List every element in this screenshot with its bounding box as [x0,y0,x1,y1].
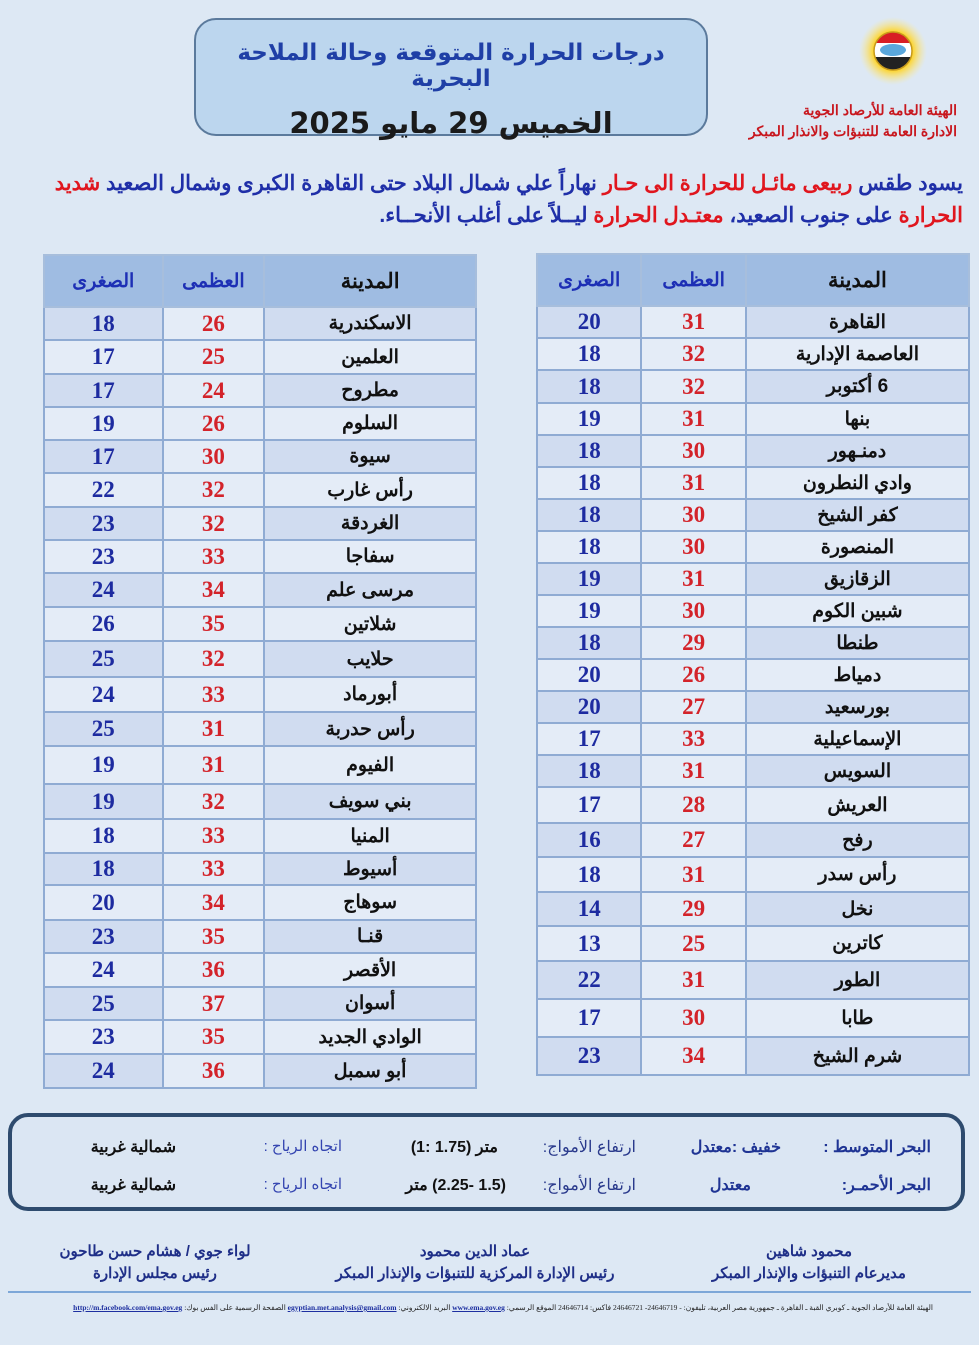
max-temp-cell: 32 [641,338,745,370]
table-row [537,435,969,467]
city-cell: سفاجا [264,540,476,573]
max-temp-cell: 30 [641,999,745,1037]
max-temp-cell: 26 [641,659,745,691]
max-temp-cell: 27 [641,823,745,857]
city-cell: حلايب [264,641,476,677]
table-row [44,819,476,853]
waves-label: ارتفاع الأمواج: [542,1177,636,1194]
contact-address: الهيئة العامة للأرصاد الجوية ـ كوبري القبة ـ القاهرة ـ جمهورية مصر العربية، تليفون: - 24646719- 24646721 فاكس: 24646714 الموقع الرسمي: [506,1303,933,1312]
footer-divider [8,1291,971,1293]
table-row [537,999,969,1037]
table-row [537,595,969,627]
city-cell: الزقازيق [746,563,969,595]
min-temp-cell: 20 [44,885,163,920]
wind-value: شمالية غربية [90,1139,176,1156]
city-cell: السلوم [264,407,476,440]
summary-segment: ليــلاً على أغلب الأنحــاء. [379,204,594,227]
min-temp-cell: 19 [44,784,163,819]
table-row [44,1020,476,1054]
min-temp-cell: 17 [537,787,641,823]
sea-state: معتدل [709,1177,751,1194]
table-row [537,857,969,892]
max-temp-cell: 26 [163,407,265,440]
table-row [537,338,969,370]
min-temp-cell: 24 [44,953,163,987]
min-temp-cell: 17 [44,374,163,407]
table-row [44,307,476,340]
table-row [537,1037,969,1075]
org-line-1: الهيئة العامة للأرصاد الجوية [802,102,957,118]
waves-value-text: (1: 1.75) متر [410,1139,498,1156]
min-temp-cell: 18 [537,857,641,892]
sea-row-red-sea [12,1175,961,1199]
max-temp-cell: 31 [641,306,745,338]
min-temp-cell: 18 [44,853,163,885]
table-row [537,691,969,723]
sea-label: البحر الأحمـر: [841,1177,931,1194]
min-temp-cell: 25 [44,641,163,677]
min-temp-cell: 18 [537,370,641,403]
title-box [194,18,708,140]
min-temp-cell: 24 [44,573,163,607]
signatory-name: لواء جوي / هشام حسن طاحون [59,1243,251,1260]
page-title: درجات الحرارة المتوقعة وحالة الملاحة البحرية [237,40,665,92]
city-cell: أسوان [264,987,476,1020]
table-row [537,659,969,691]
max-temp-cell: 31 [641,755,745,787]
city-cell: العلمين [264,340,476,374]
header-city: المدينة [264,255,476,307]
max-temp-cell: 34 [163,573,265,607]
table-row [537,499,969,531]
max-temp-cell: 32 [163,507,265,540]
table-row [44,987,476,1020]
email-label: البريد الالكتروني: [398,1303,451,1312]
table-row [537,563,969,595]
max-temp-cell: 26 [163,307,265,340]
city-cell: الاسكندرية [264,307,476,340]
temperature-table-left [43,254,477,1089]
organization-name [749,100,957,142]
min-temp-cell: 17 [44,340,163,374]
summary-segment-highlight: ربيعى مائـل للحرارة الى حـار [602,172,853,195]
min-temp-cell: 17 [537,999,641,1037]
city-cell: طابا [746,999,969,1037]
max-temp-cell: 30 [641,531,745,563]
max-temp-cell: 31 [641,467,745,499]
city-cell: الأقصر [264,953,476,987]
max-temp-cell: 29 [641,892,745,926]
sea-label: البحر المتوسط : [823,1139,931,1156]
city-cell: رأس سدر [746,857,969,892]
min-temp-cell: 19 [537,563,641,595]
min-temp-cell: 20 [537,691,641,723]
city-cell: المنيا [264,819,476,853]
table-row [537,531,969,563]
summary-segment-highlight: شديد الحرارة [54,172,963,227]
table-row [537,403,969,435]
table-row [44,573,476,607]
city-cell: أبورماد [264,677,476,712]
city-cell: السويس [746,755,969,787]
max-temp-cell: 24 [163,374,265,407]
table-row [44,784,476,819]
max-temp-cell: 33 [641,723,745,755]
min-temp-cell: 23 [44,1020,163,1054]
city-cell: قنـا [264,920,476,953]
city-cell: شرم الشيخ [746,1037,969,1075]
min-temp-cell: 16 [537,823,641,857]
min-temp-cell: 20 [537,659,641,691]
summary-segment: يسود طقس [852,172,963,195]
email-link[interactable]: egyptian.met.analysis@gmail.com [287,1303,397,1312]
city-cell: الوادي الجديد [264,1020,476,1054]
city-cell: وادي النطرون [746,467,969,499]
signatory-title: رئيس الإدارة المركزية للتنبؤات والإنذار المبكر [335,1265,615,1282]
min-temp-cell: 25 [44,712,163,746]
min-temp-cell: 17 [44,440,163,473]
max-temp-cell: 31 [163,746,265,784]
city-cell: مطروح [264,374,476,407]
max-temp-cell: 29 [641,627,745,659]
city-cell: كاترين [746,926,969,961]
max-temp-cell: 33 [163,853,265,885]
min-temp-cell: 14 [537,892,641,926]
table-row [537,926,969,961]
table-row [44,746,476,784]
city-cell: طنطا [746,627,969,659]
city-cell: مرسى علم [264,573,476,607]
max-temp-cell: 27 [641,691,745,723]
city-cell: أسيوط [264,853,476,885]
table-row [44,507,476,540]
table-header-row [44,255,476,307]
website-link[interactable]: www.ema.gov.eg [452,1303,505,1312]
city-cell: المنصورة [746,531,969,563]
table-row [44,712,476,746]
city-cell: الإسماعيلية [746,723,969,755]
min-temp-cell: 18 [537,531,641,563]
city-cell: بنها [746,403,969,435]
max-temp-cell: 31 [641,961,745,999]
table-row [44,374,476,407]
table-row [537,823,969,857]
signatory-name: محمود شاهين [766,1243,852,1260]
city-cell: القاهرة [746,306,969,338]
min-temp-cell: 25 [44,987,163,1020]
max-temp-cell: 28 [641,787,745,823]
signatory-name: عماد الدين محمود [419,1243,531,1260]
city-cell: العريش [746,787,969,823]
min-temp-cell: 13 [537,926,641,961]
min-temp-cell: 22 [44,473,163,507]
max-temp-cell: 31 [641,563,745,595]
table-row [44,853,476,885]
max-temp-cell: 30 [641,435,745,467]
max-temp-cell: 35 [163,1020,265,1054]
header-min: الصغرى [44,255,163,307]
city-cell: الفيوم [264,746,476,784]
min-temp-cell: 19 [537,595,641,627]
city-cell: 6 أكتوبر [746,370,969,403]
wind-label: اتجاه الرياح : [263,1176,342,1193]
table-row [44,953,476,987]
waves-label: ارتفاع الأمواج: [542,1139,636,1156]
min-temp-cell: 18 [537,338,641,370]
max-temp-cell: 32 [163,641,265,677]
max-temp-cell: 30 [641,595,745,627]
min-temp-cell: 23 [44,507,163,540]
header-max: العظمى [641,254,745,306]
signatory-title: مديرعام التنبؤات والإنذار المبكر [712,1265,906,1282]
signatory-title: رئيس مجلس الإدارة [93,1265,217,1282]
max-temp-cell: 35 [163,607,265,641]
sea-state-box [8,1113,965,1211]
header-city: المدينة [746,254,969,306]
summary-segment-highlight: معتـدل الحرارة [593,204,724,227]
city-cell: سيوة [264,440,476,473]
min-temp-cell: 20 [537,306,641,338]
waves-value [411,1137,498,1157]
header-max: العظمى [163,255,265,307]
max-temp-cell: 36 [163,953,265,987]
city-cell: شبين الكوم [746,595,969,627]
wind-value: شمالية غربية [90,1177,176,1194]
max-temp-cell: 33 [163,819,265,853]
city-cell: بورسعيد [746,691,969,723]
min-temp-cell: 19 [44,407,163,440]
wind-label: اتجاه الرياح : [263,1138,342,1155]
table-row [44,677,476,712]
min-temp-cell: 24 [44,1054,163,1088]
table-row [44,340,476,374]
table-row [44,540,476,573]
max-temp-cell: 34 [641,1037,745,1075]
city-cell: العاصمة الإدارية [746,338,969,370]
max-temp-cell: 36 [163,1054,265,1088]
min-temp-cell: 19 [537,403,641,435]
signature-2 [320,1241,630,1285]
max-temp-cell: 25 [163,340,265,374]
table-row [44,607,476,641]
summary-segment: على جنوب الصعيد، [723,204,899,227]
max-temp-cell: 31 [641,403,745,435]
min-temp-cell: 19 [44,746,163,784]
max-temp-cell: 25 [641,926,745,961]
table-row [537,723,969,755]
table-row [44,641,476,677]
max-temp-cell: 35 [163,920,265,953]
min-temp-cell: 18 [537,467,641,499]
header-min: الصغرى [537,254,641,306]
min-temp-cell: 22 [537,961,641,999]
table-row [44,440,476,473]
min-temp-cell: 18 [537,499,641,531]
table-row [44,1054,476,1088]
table-row [537,306,969,338]
signature-1 [689,1241,929,1285]
max-temp-cell: 33 [163,677,265,712]
min-temp-cell: 23 [537,1037,641,1075]
city-cell: رأس غارب [264,473,476,507]
min-temp-cell: 18 [537,435,641,467]
min-temp-cell: 23 [44,920,163,953]
max-temp-cell: 30 [163,440,265,473]
sea-state: خفيف :معتدل [690,1139,781,1156]
table-row [537,961,969,999]
table-row [537,755,969,787]
max-temp-cell: 37 [163,987,265,1020]
max-temp-cell: 32 [163,473,265,507]
city-cell: الطور [746,961,969,999]
table-row [537,627,969,659]
city-cell: أبو سمبل [264,1054,476,1088]
min-temp-cell: 26 [44,607,163,641]
city-cell: بني سويف [264,784,476,819]
min-temp-cell: 17 [537,723,641,755]
forecast-date: الخميس 29 مايو 2025 [289,106,613,140]
signature-3 [40,1241,270,1285]
min-temp-cell: 18 [537,755,641,787]
city-cell: دمياط [746,659,969,691]
weather-summary [14,168,963,232]
city-cell: رفح [746,823,969,857]
table-row [537,787,969,823]
facebook-label: الصفحة الرسمية على الفس بوك: [184,1303,286,1312]
org-line-2: الادارة العامة للتنبؤات والانذار المبكر [748,123,957,139]
city-cell: رأس حدربة [264,712,476,746]
max-temp-cell: 31 [641,857,745,892]
city-cell: الغردقة [264,507,476,540]
table-row [44,920,476,953]
table-row [44,407,476,440]
temperature-table-right [536,253,970,1076]
table-row [44,885,476,920]
min-temp-cell: 18 [44,819,163,853]
city-cell: شلاتين [264,607,476,641]
max-temp-cell: 34 [163,885,265,920]
max-temp-cell: 32 [641,370,745,403]
table-header-row [537,254,969,306]
city-cell: نخل [746,892,969,926]
max-temp-cell: 33 [163,540,265,573]
sea-row-mediterranean [12,1137,961,1161]
table-row [44,473,476,507]
city-cell: دمنـهور [746,435,969,467]
city-cell: سوهاج [264,885,476,920]
table-row [537,892,969,926]
city-cell: كفر الشيخ [746,499,969,531]
contact-info [30,1303,933,1312]
min-temp-cell: 23 [44,540,163,573]
summary-segment: نهاراً علي شمال البلاد حتى القاهرة الكبرى وشمال الصعيد [100,172,603,195]
waves-value: (1.5 -2.25) متر [405,1177,506,1194]
max-temp-cell: 30 [641,499,745,531]
min-temp-cell: 18 [537,627,641,659]
max-temp-cell: 31 [163,712,265,746]
min-temp-cell: 24 [44,677,163,712]
max-temp-cell: 32 [163,784,265,819]
table-row [537,467,969,499]
min-temp-cell: 18 [44,307,163,340]
facebook-link[interactable]: http://m.facebook.com/ema.gov.eg [73,1303,183,1312]
table-row [537,370,969,403]
ema-sun-logo-icon [858,16,928,86]
